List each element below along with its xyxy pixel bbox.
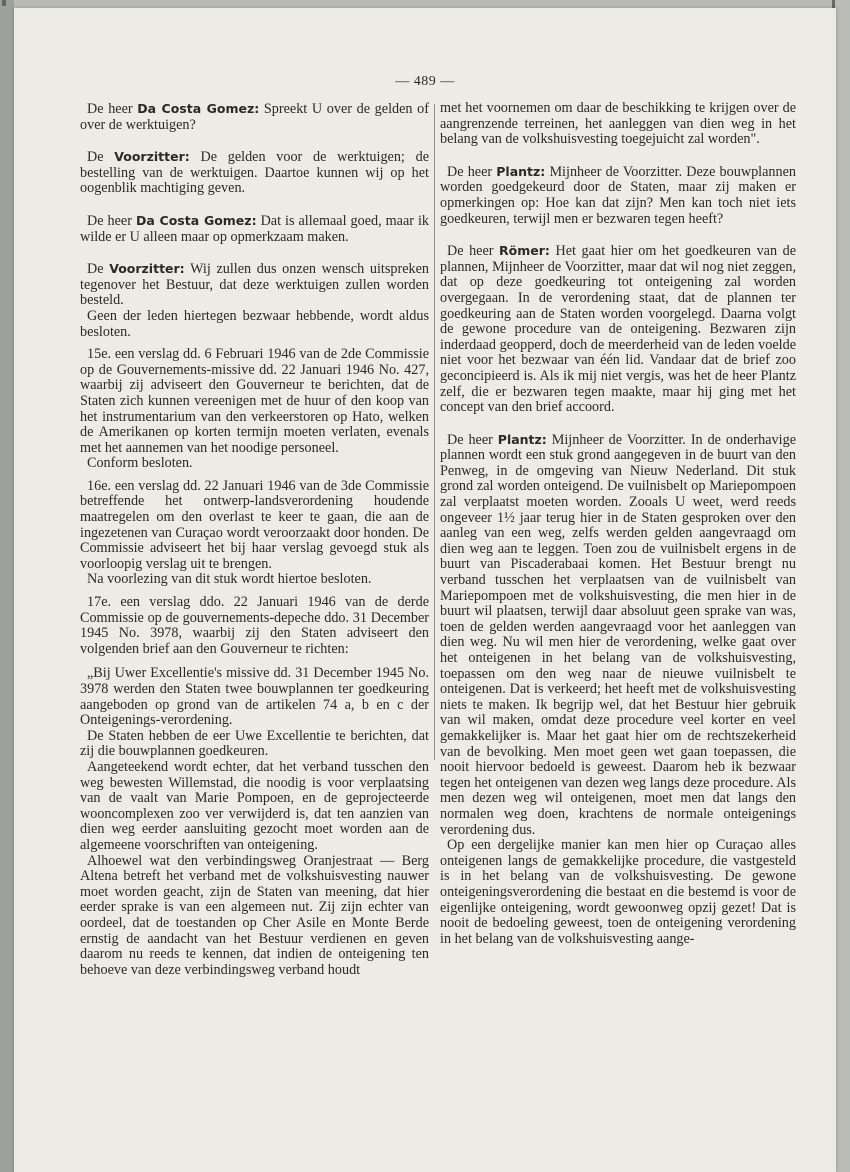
paragraph-left-6: 15e. een verslag dd. 6 Februari 1946 van de 2de Commissie op de Gouvernements-missive dd. 22 Januari 1946 No. 427, waarbij zij adviseert den Gouverneur te berichten, dat de Staten zich kunnen vereenigen met de huur of den koop van het instrumentarium van den verkeerstoren op Hato, welken de Amerikanen op korten termijn moeten verlaten, evenals met het aannemen van het noodige personeel. — [80, 346, 429, 456]
corner-mark-top-left — [2, 0, 6, 6]
right-column — [440, 101, 796, 947]
scan-edge-strip — [0, 0, 14, 1172]
paragraph-right-3: De heer Römer: Het gaat hier om het goedkeuren van de plannen, Mijnheer de Voorzitter, maar dat wil nog niet zeggen, dat op deze goedkeuring tot onteigening zal worden overgegaan. In de verordening staat, dat de plannen ter goedkeuring aan de Staten worden voorgelegd. Daarna volgt de gewone procedure van de onteigening. Bezwaren zijn inderdaad geopperd, doch de meerderheid van de leden voelde niet voor het bezwaar van één lid. Vandaar dat de brief zoo geconcipieerd is. Als ik mij niet vergis, was het de heer Plantz zelf, die er bezwaren tegen maakte, maar hij ging met het concept van den brief accoord. — [440, 243, 796, 416]
paragraph-left-7: Conform besloten. — [87, 455, 193, 472]
paragraph-right-1: met het voornemen om daar de beschikking te krijgen over de aangrenzende terreinen, het aanleggen van dien weg in het belang van de volkshuisvesting toegejuicht zal worden". — [440, 100, 796, 148]
speaker-name: Römer: — [499, 243, 550, 259]
speaker-name: Plantz: — [496, 163, 546, 179]
speaker-name: Voorzitter: — [114, 149, 190, 165]
page-number: — 489 — — [395, 74, 455, 89]
paragraph-left-1: De heer Da Costa Gomez: Spreekt U over de gelden of over de werktuigen? — [80, 101, 429, 133]
left-column — [80, 101, 429, 978]
paragraph-left-11: „Bij Uwer Excellentie's missive dd. 31 December 1945 No. 3978 werden den Staten twee bouwplannen ter goedkeuring aangeboden op grond van de artikelen 74 a, b en c der Onteigenings-verordening. — [80, 665, 429, 729]
column-divider — [434, 104, 435, 760]
speaker-name: Voorzitter: — [109, 261, 185, 277]
speaker-name: Plantz: — [497, 431, 547, 447]
paragraph-left-9: Na voorlezing van dit stuk wordt hiertoe besloten. — [87, 571, 372, 588]
paragraph-left-5: Geen der leden hiertegen bezwaar hebbende, wordt aldus besloten. — [80, 307, 429, 340]
paragraph-left-10: 17e. een verslag ddo. 22 Januari 1946 van de derde Commissie op de gouvernements-depeche ddo. 31 December 1945 No. 3978, waarbij zij den Staten adviseert den volgenden brief aan den Gouverneur te richten: — [80, 594, 429, 657]
speaker-name: Da Costa Gomez: — [137, 101, 260, 116]
paragraph-right-2: De heer Plantz: Mijnheer de Voorzitter. Deze bouwplannen worden goedgekeurd door de Staten, maar zij maken er opmerkingen op: Hoe kan dat zijn? Men kan toch niet iets goedkeuren, terwijl men er bezwaren tegen heeft? — [440, 163, 796, 227]
paragraph-left-13: Aangeteekend wordt echter, dat het verband tusschen den weg bewesten Willemstad, die noodig is voor verplaatsing van de vaalt van Marie Pompoen, en de geprojecteerde wooncomplexen zoo ver verwijderd is, dat ten aanzien van dien weg eerder aansluiting gezocht moet worden aan de algemeene voorschriften van onteigening. — [80, 758, 429, 853]
paragraph-left-14: Alhoewel wat den verbindingsweg Oranjestraat — Berg Altena betreft het verband met de volkshuisvesting nauwer moet worden geacht, zijn de Staten van meening, dat hier eerder sprake is van een algemeen nut. Zij zijn echter van oordeel, dat de toestanden op Cher Asile en Monte Berde ernstig de aandacht van het Bestuur verdienen en geven daarom nu reeds te kennen, dat indien de onteigening ten behoeve van deze verbindingsweg verband houdt — [80, 852, 429, 978]
paragraph-right-4: De heer Plantz: Mijnheer de Voorzitter. In de onderhavige plannen wordt een stuk grond aangegeven in de buurt van den Penweg, in de omgeving van Nieuw Nederland. Dit stuk grond zal worden onteigend. De vuilnisbelt op Mariepompoen zal verplaatst moeten worden. Zooals U weet, werd reeds ongeveer 1½ jaar terug hier in de Staten gesproken over den aanleg van een weg, zelfs werden gelden aangevraagd om dien weg aan te leggen. Toen zou de vuilnisbelt ergens in de buurt van Piscaderabaai komen. Het Bestuur brengt nu verband tusschen het verplaatsen van de vuilnisbelt van Mariepompoen met de volkshuisvesting, die men hier in de buurt wil plaatsen, terwijl daar absoluut geen sprake van was, toen de gelden werden aangevraagd voor het aanleggen van dien weg. Nu wil men hier de verordening, welke gaat over het onteigenen in het belang van de volkshuisvesting, toepassen om den weg naar de nieuwe vuilnisbelt te onteigenen. Dat is verkeerd; het heeft met de volkshuisvesting niets te maken. Ik begrijp wel, dat het Bestuur hier gebruik van wil maken, omdat deze procedure veel korter en veel gemakkelijker is. Maar het gaat hier om de rechtszekerheid van de bevolking. Men moet geen wet gaan toepassen, die nooit hiervoor bedoeld is geweest. Daarom heb ik bezwaar tegen het onteigenen van dezen weg langs deze procedure. Als men dezen weg wil onteigenen, moet men dat langs den normalen weg doen, krachtens de normale onteigenings verordening dus. — [440, 431, 796, 838]
paragraph-left-4: De Voorzitter: Wij zullen dus onzen wensch uitspreken tegenover het Bestuur, dat deze werktuigen zullen worden besteld. — [80, 261, 429, 309]
speaker-name: Da Costa Gomez: — [135, 212, 257, 228]
paragraph-left-12: De Staten hebben de eer Uwe Excellentie te berichten, dat zij die bouwplannen goedkeuren. — [80, 727, 429, 760]
paragraph-right-5: Op een dergelijke manier kan men hier op Curaçao alles onteigenen langs de gemakkelijke procedure, die vastgesteld is in het belang van de volkshuisvesting. De gewone onteigeningsverordening die bestaat en die bestemd is voor de eigenlijke onteigening, wordt gewoonweg opzij gezet! Dat is nooit de bedoeling geweest, toen de onteigening verordening in het belang van de volkshuisvesting aange- — [440, 837, 796, 947]
paragraph-left-2: De Voorzitter: De gelden voor de werktuigen; de bestelling van de werktuigen. Daartoe kunnen wij op het oogenblik machtiging geven. — [80, 149, 429, 197]
paragraph-left-3: De heer Da Costa Gomez: Dat is allemaal goed, maar ik wilde er U alleen maar op opmerkzaam maken. — [80, 212, 429, 245]
paragraph-left-8: 16e. een verslag dd. 22 Januari 1946 van de 3de Commissie betreffende het ontwerp-landsverordening houdende maatregelen om den overlast te keer te gaan, die aan de ingezetenen van Curaçao wordt veroorzaakt door honden. De Commissie adviseert het bij haar verslag gevoegd stuk als voorloopig verslag uit te brengen. — [80, 477, 429, 572]
